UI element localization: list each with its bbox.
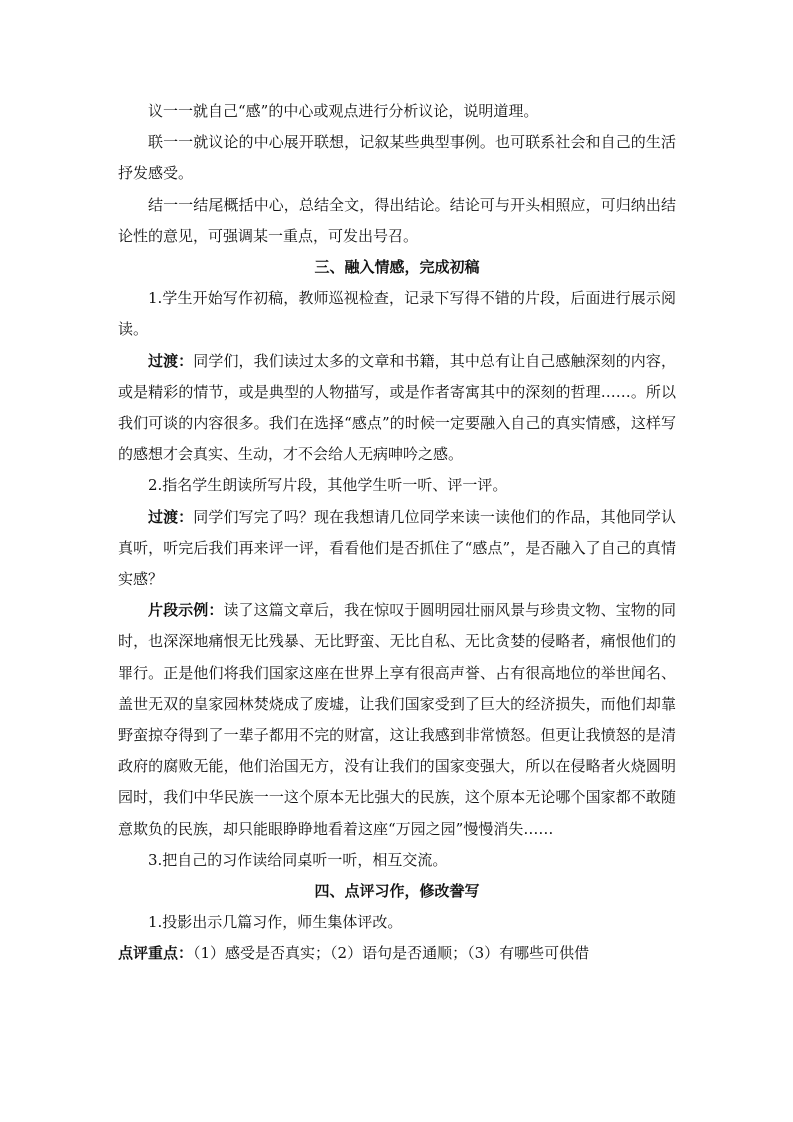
paragraph-lian: 联一一就议论的中心展开联想，记叙某些典型事例。也可联系社会和自己的生活抒发感受。 — [118, 133, 676, 183]
paragraph-jie: 结一一结尾概括中心，总结全文，得出结论。结论可与开头相照应，可归纳出结论性的意见，可强调某一重点，可发出号召。 — [118, 195, 676, 245]
paragraph-step-1: 1.学生开始写作初稿，教师巡视检查，记录下写得不错的片段，后面进行展示阅读。 — [118, 289, 676, 339]
paragraph-step-3: 3.把自己的习作读给同桌听一听，相互交流。 — [148, 850, 448, 869]
paragraph-yi: 议一一就自己“感”的中心或观点进行分析议论，说明道理。 — [148, 102, 539, 120]
transition-text: 同学们写完了吗？现在我想请几位同学来读一读他们的作品，其他同学认真听，听完后我们再来评一评，看看他们是否抓住了“感点”，是否融入了自己的真情实感？ — [118, 507, 676, 589]
paragraph-step-2: 2.指名学生朗读所写片段，其他学生听一听、评一评。 — [148, 476, 508, 495]
example-label: 片段示例： — [148, 601, 224, 620]
paragraph-review-focus — [118, 938, 676, 969]
transition-label: 过渡： — [148, 351, 194, 370]
document-page — [118, 96, 676, 970]
paragraph-transition-1 — [118, 346, 676, 471]
example-text: 读了这篇文章后，我在惊叹于圆明园壮丽风景与珍贵文物、宝物的同时，也深深地痛恨无比残暴、无比野蛮、无比自私、无比贪婪的侵略者，痛恨他们的罪行。正是他们将我们国家这座在世界上享有很高声誉、占有很高地位的举世闻名、盖世无双的皇家园林焚烧成了废墟，让我们国家受到了巨大的经济损失，而他们却靠野蛮掠夺得到了一辈子都用不完的财富，这让我感到非常愤怒。但更让我愤怒的是清政府的腐败无能，他们治国无方，没有让我们的国家变强大，所以在侵略者火烧圆明园时，我们中华民族一一这个原本无比强大的民族，这个原本无论哪个国家都不敢随意欺负的民族，却只能眼睁睁地看着这座“万园之园”慢慢消失…… — [118, 601, 676, 838]
review-focus-text: （1）感受是否真实；（2）语句是否通顺；（3）有哪些可供借 — [193, 944, 590, 963]
section-heading-3: 三、融入情感，完成初稿 — [314, 258, 480, 277]
transition-text: 同学们，我们读过太多的文章和书籍，其中总有让自己感触深刻的内容，或是精彩的情节，或是典型的人物描写，或是作者寄寓其中的深刻的哲理……。所以我们可谈的内容很多。我们在选择“感点”的时候一定要融入自己的真实情感，这样写的感想才会真实、生动，才不会给人无病呻吟之感。 — [118, 351, 676, 464]
review-focus-label: 点评重点： — [118, 944, 194, 963]
transition-label: 过渡： — [148, 507, 194, 526]
section-heading-4: 四、点评习作，修改誊写 — [314, 882, 480, 901]
paragraph-review-1: 1.投影出示几篇习作，师生集体评改。 — [148, 913, 403, 932]
paragraph-example — [118, 595, 676, 845]
paragraph-transition-2 — [118, 502, 676, 596]
